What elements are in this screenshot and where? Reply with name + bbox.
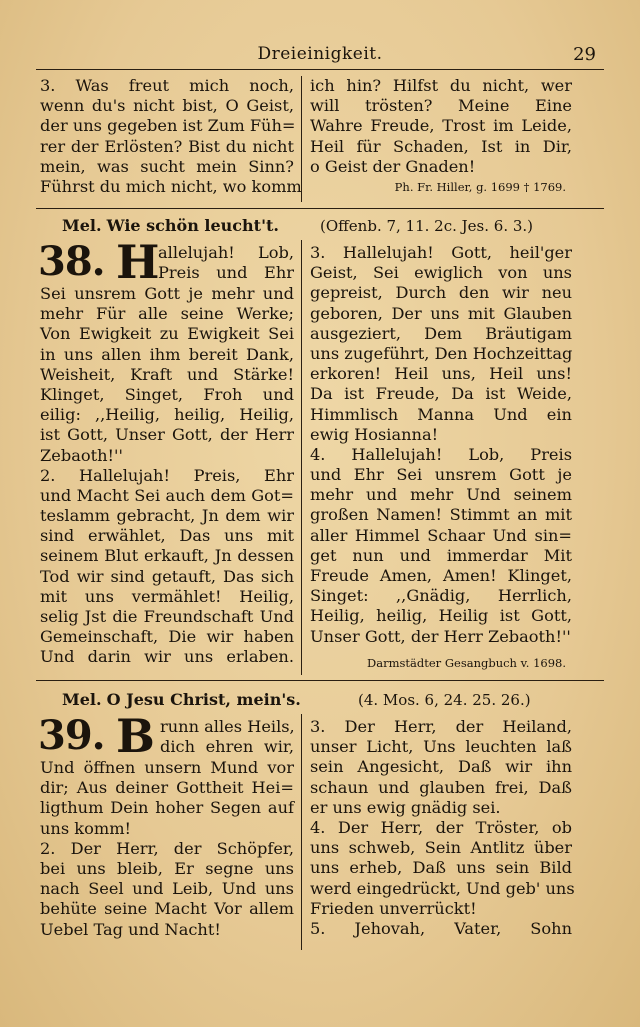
text-line: Und darin wir uns erlaben. (40, 647, 294, 667)
header-rule (36, 69, 604, 70)
text-line: Von Ewigkeit zu Ewigkeit Sei (40, 324, 294, 344)
text-line: teslamm gebracht, Jn dem wir (40, 506, 294, 526)
text-line: allelujah! Lob, (158, 243, 294, 262)
text-line: get nun und immerdar Mit (310, 545, 572, 565)
text-line: Weisheit, Kraft und Stärke! (40, 364, 294, 384)
text-line: er uns ewig gnädig sei. (310, 797, 501, 817)
text-line: will trösten? Meine Eine (310, 96, 572, 116)
page-header (36, 44, 604, 68)
text-line: uns zugeführt, Den Hochzeittag (310, 343, 573, 363)
text-line: rer der Erlösten? Bist du nicht (40, 136, 294, 156)
mel-tune: O Jesu Christ, mein's. (106, 690, 301, 709)
text-line: ich hin? Hilfst du nicht, wer (310, 76, 572, 95)
text-line: Gemeinschaft, Die wir haben (40, 627, 294, 647)
text-line: Singet: ,,Gnädig, Herrlich, (310, 586, 572, 606)
text-line: Heil für Schaden, Ist in Dir, (310, 136, 572, 156)
hymn-number: 38. (38, 238, 105, 285)
melody-line (62, 216, 279, 235)
column-divider (301, 76, 302, 202)
text-line: Tod wir sind getauft, Das sich (40, 566, 294, 586)
drop-cap: H (116, 235, 160, 289)
text-line: Und öffnen unsern Mund vor (40, 758, 294, 777)
top-right-column (310, 76, 572, 177)
text-line: selig Jst die Freundschaft Und (40, 607, 294, 626)
text-line: 2. Hallelujah! Preis, Ehr (40, 465, 294, 485)
section-title: Dreieinigkeit. (257, 44, 383, 64)
text-line: runn alles Heils, (160, 717, 295, 736)
scripture-reference: (4. Mos. 6, 24. 25. 26.) (358, 691, 531, 709)
text-line: Führst du mich nicht, wo komm (40, 176, 302, 196)
text-line: großen Namen! Stimmt an mit (310, 505, 572, 525)
hymn-first-lines (158, 243, 294, 283)
column-divider (301, 714, 302, 950)
text-line: o Geist der Gnaden! (310, 156, 476, 176)
hymn38-left-column (40, 284, 294, 668)
text-line: bei uns bleib, Er segne uns (40, 858, 294, 878)
text-line: Preis und Ehr (158, 263, 294, 283)
hymn-number: 39. (38, 712, 105, 759)
text-line: Da ist Freude, Da ist Weide, (310, 384, 572, 404)
mel-label: Mel. (62, 216, 102, 235)
text-line: und Macht Sei auch dem Got= (40, 485, 294, 505)
source-attribution: Darmstädter Gesangbuch v. 1698. (367, 656, 566, 670)
text-line: dich ehren wir, (160, 737, 294, 757)
text-line: ewig Hosianna! (310, 424, 439, 444)
page-number: 29 (573, 44, 596, 65)
text-line: in uns allen ihm bereit Dank, (40, 344, 294, 364)
mel-label: Mel. (62, 690, 102, 709)
melody-line (62, 690, 301, 709)
section-rule (36, 208, 604, 209)
text-line: Heilig, heilig, Heilig ist Gott, (310, 606, 572, 626)
text-line: geboren, Der uns mit Glauben (310, 303, 572, 323)
text-line: Klinget, Singet, Froh und (40, 384, 294, 404)
scripture-reference: (Offenb. 7, 11. 2c. Jes. 6. 3.) (320, 217, 534, 235)
text-line: sein Angesicht, Daß wir ihn (310, 757, 572, 777)
text-line: erkoren! Heil uns, Heil uns! (310, 364, 572, 384)
text-line: 3. Was freut mich noch, (40, 76, 294, 95)
text-line: aller Himmel Schaar Und sin= (310, 525, 572, 545)
section-rule (36, 680, 604, 681)
text-line: Freude Amen, Amen! Klinget, (310, 566, 572, 585)
text-line: 4. Hallelujah! Lob, Preis (310, 444, 572, 464)
text-line: Frieden unverrückt! (310, 898, 477, 918)
text-line: mehr Für alle seine Werke; (40, 304, 294, 324)
text-line: eilig: ,,Heilig, heilig, Heilig, (40, 405, 294, 425)
text-line: behüte seine Macht Vor allem (40, 899, 294, 919)
text-line: gepreist, Durch den wir neu (310, 283, 572, 303)
text-line: Sei unsrem Gott je mehr und (40, 284, 294, 303)
hymn38-right-column (310, 243, 572, 647)
top-left-column (40, 76, 302, 197)
text-line: sind erwählet, Das uns mit (40, 526, 294, 546)
text-line: uns schweb, Sein Antlitz über (310, 838, 572, 858)
text-line: der uns gegeben ist Zum Füh= (40, 116, 296, 136)
mel-tune: Wie schön leucht't. (106, 216, 279, 235)
text-line: dir; Aus deiner Gottheit Hei= (40, 778, 294, 798)
text-line: nach Seel und Leib, Und uns (40, 879, 294, 899)
text-line: ligthum Dein hoher Segen auf (40, 798, 294, 818)
hymn39-right-column (310, 717, 575, 939)
text-line: unser Licht, Uns leuchten laß (310, 737, 572, 757)
hymn39-left-column (40, 758, 294, 940)
text-line: seinem Blut erkauft, Jn dessen (40, 546, 294, 566)
text-line: mehr und mehr Und seinem (310, 485, 572, 505)
text-line: 5. Jehovah, Vater, Sohn (310, 918, 572, 938)
hymn-first-lines (160, 717, 294, 757)
text-line: Zebaoth!'' (40, 445, 123, 465)
text-line: 3. Der Herr, der Heiland, (310, 717, 572, 736)
author-attribution: Ph. Fr. Hiller, g. 1699 † 1769. (394, 180, 566, 194)
text-line: Uebel Tag und Nacht! (40, 919, 221, 939)
text-line: 3. Hallelujah! Gott, heil'ger (310, 243, 572, 262)
text-line: ausgeziert, Dem Bräutigam (310, 323, 572, 343)
text-line: Himmlisch Manna Und ein (310, 404, 572, 424)
text-line: Geist, Sei ewiglich von uns (310, 263, 572, 283)
drop-cap: B (116, 709, 155, 763)
text-line: 4. Der Herr, der Tröster, ob (310, 817, 572, 837)
text-line: mein, was sucht mein Sinn? (40, 156, 294, 176)
text-line: und Ehr Sei unsrem Gott je (310, 465, 572, 485)
text-line: Wahre Freude, Trost im Leide, (310, 116, 572, 136)
text-line: werd eingedrückt, Und geb' uns (310, 878, 575, 898)
text-line: Unser Gott, der Herr Zebaoth!'' (310, 626, 571, 646)
text-line: uns erheb, Daß uns sein Bild (310, 858, 572, 878)
text-line: ist Gott, Unser Gott, der Herr (40, 425, 294, 445)
text-line: 2. Der Herr, der Schöpfer, (40, 838, 294, 858)
text-line: mit uns vermählet! Heilig, (40, 586, 294, 606)
text-line: schaun und glauben frei, Daß (310, 777, 572, 797)
text-line: wenn du's nicht bist, O Geist, (40, 96, 294, 116)
text-line: uns komm! (40, 818, 132, 838)
column-divider (301, 240, 302, 675)
